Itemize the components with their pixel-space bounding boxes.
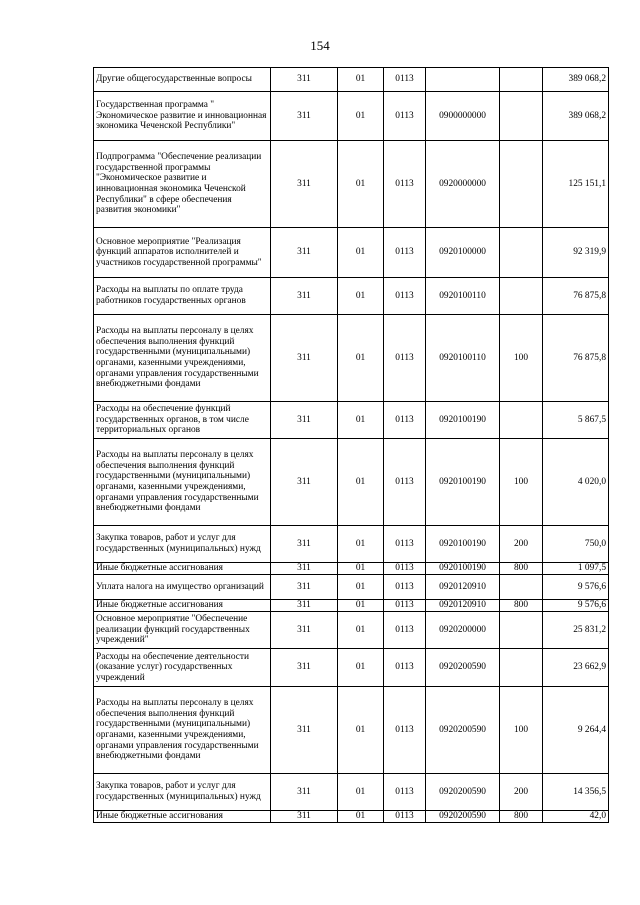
row-cs-cell: 0920000000 (426, 141, 500, 228)
row-rz-cell: 01 (338, 563, 384, 575)
row-vr-cell: 100 (500, 315, 543, 402)
row-cs-cell: 0920100190 (426, 526, 500, 563)
row-sum-cell: 9 576,6 (543, 575, 609, 600)
row-name-cell: Подпрограмма "Обеспечение реализации государственной программы "Экономическое развитие и инновационная экономика Чеченской Республики" в сфере обеспечения развития экономики" (94, 141, 271, 228)
table-row (94, 228, 609, 278)
row-sum-cell: 14 356,5 (543, 774, 609, 811)
row-rz-cell: 01 (338, 439, 384, 526)
row-sum-cell: 9 576,6 (543, 600, 609, 612)
table-row (94, 526, 609, 563)
row-name-cell: Расходы на обеспечение функций государственных органов, в том числе территориальных органов (94, 402, 271, 439)
row-pr-cell: 0113 (384, 575, 426, 600)
row-sum-cell: 92 319,9 (543, 228, 609, 278)
row-vr-cell: 200 (500, 774, 543, 811)
row-name-cell: Уплата налога на имущество организаций (94, 575, 271, 600)
row-rz-cell: 01 (338, 600, 384, 612)
row-gr-cell: 311 (271, 439, 338, 526)
row-pr-cell: 0113 (384, 68, 426, 92)
table-row (94, 92, 609, 141)
row-gr-cell: 311 (271, 228, 338, 278)
row-name-cell: Иные бюджетные ассигнования (94, 563, 271, 575)
row-vr-cell: 800 (500, 600, 543, 612)
row-cs-cell: 0920200590 (426, 774, 500, 811)
row-cs-cell: 0920120910 (426, 575, 500, 600)
row-vr-cell (500, 278, 543, 315)
page-number: 154 (310, 38, 330, 53)
row-gr-cell: 311 (271, 563, 338, 575)
row-cs-cell: 0920120910 (426, 600, 500, 612)
row-vr-cell (500, 92, 543, 141)
row-pr-cell: 0113 (384, 278, 426, 315)
row-cs-cell: 0900000000 (426, 92, 500, 141)
row-gr-cell: 311 (271, 402, 338, 439)
row-vr-cell (500, 141, 543, 228)
table-row (94, 563, 609, 575)
row-pr-cell: 0113 (384, 774, 426, 811)
row-vr-cell (500, 649, 543, 687)
row-name-cell: Иные бюджетные ассигнования (94, 600, 271, 612)
row-pr-cell: 0113 (384, 228, 426, 278)
row-vr-cell (500, 228, 543, 278)
row-sum-cell: 42,0 (543, 811, 609, 823)
row-cs-cell: 0920100190 (426, 402, 500, 439)
row-name-cell: Другие общегосударственные вопросы (94, 68, 271, 92)
row-name-cell: Государственная программа " Экономическое развитие и инновационная экономика Чеченской Республики" (94, 92, 271, 141)
row-pr-cell: 0113 (384, 402, 426, 439)
row-sum-cell: 125 151,1 (543, 141, 609, 228)
table-row (94, 575, 609, 600)
table-row (94, 68, 609, 92)
row-gr-cell: 311 (271, 575, 338, 600)
row-rz-cell: 01 (338, 228, 384, 278)
row-rz-cell: 01 (338, 402, 384, 439)
table-row (94, 774, 609, 811)
row-pr-cell: 0113 (384, 612, 426, 649)
row-name-cell: Закупка товаров, работ и услуг для государственных (муниципальных) нужд (94, 774, 271, 811)
row-rz-cell: 01 (338, 612, 384, 649)
row-pr-cell: 0113 (384, 439, 426, 526)
row-gr-cell: 311 (271, 141, 338, 228)
table-row (94, 141, 609, 228)
row-name-cell: Закупка товаров, работ и услуг для государственных (муниципальных) нужд (94, 526, 271, 563)
table-row (94, 439, 609, 526)
table-row (94, 600, 609, 612)
row-name-cell: Основное мероприятие "Обеспечение реализации функций государственных учреждений" (94, 612, 271, 649)
row-rz-cell: 01 (338, 687, 384, 774)
row-vr-cell (500, 575, 543, 600)
row-sum-cell: 5 867,5 (543, 402, 609, 439)
row-rz-cell: 01 (338, 315, 384, 402)
row-name-cell: Расходы на выплаты по оплате труда работников государственных органов (94, 278, 271, 315)
row-rz-cell: 01 (338, 278, 384, 315)
row-cs-cell: 0920100190 (426, 563, 500, 575)
row-gr-cell: 311 (271, 774, 338, 811)
row-pr-cell: 0113 (384, 649, 426, 687)
row-rz-cell: 01 (338, 575, 384, 600)
row-pr-cell: 0113 (384, 315, 426, 402)
row-rz-cell: 01 (338, 774, 384, 811)
row-vr-cell: 100 (500, 439, 543, 526)
row-gr-cell: 311 (271, 526, 338, 563)
row-rz-cell: 01 (338, 526, 384, 563)
row-pr-cell: 0113 (384, 141, 426, 228)
row-sum-cell: 750,0 (543, 526, 609, 563)
row-gr-cell: 311 (271, 811, 338, 823)
table-row (94, 315, 609, 402)
row-gr-cell: 311 (271, 600, 338, 612)
row-cs-cell: 0920100000 (426, 228, 500, 278)
row-cs-cell: 0920200000 (426, 612, 500, 649)
row-gr-cell: 311 (271, 612, 338, 649)
row-gr-cell: 311 (271, 68, 338, 92)
row-pr-cell: 0113 (384, 563, 426, 575)
row-sum-cell: 76 875,8 (543, 278, 609, 315)
row-name-cell: Основное мероприятие "Реализация функций аппаратов исполнителей и участников государственной программы" (94, 228, 271, 278)
row-cs-cell: 0920100110 (426, 278, 500, 315)
row-name-cell: Расходы на выплаты персоналу в целях обеспечения выполнения функций государственными (муниципальными) органами, казенными учреждениями, органами управления государственными внебюджетными фондами (94, 687, 271, 774)
table-row (94, 649, 609, 687)
row-pr-cell: 0113 (384, 526, 426, 563)
table-row (94, 612, 609, 649)
table-row (94, 402, 609, 439)
row-pr-cell: 0113 (384, 92, 426, 141)
row-rz-cell: 01 (338, 649, 384, 687)
row-cs-cell: 0920200590 (426, 687, 500, 774)
row-sum-cell: 23 662,9 (543, 649, 609, 687)
row-vr-cell (500, 612, 543, 649)
row-sum-cell: 389 068,2 (543, 92, 609, 141)
row-vr-cell: 100 (500, 687, 543, 774)
row-vr-cell (500, 402, 543, 439)
row-gr-cell: 311 (271, 687, 338, 774)
row-rz-cell: 01 (338, 68, 384, 92)
budget-table-body (94, 68, 609, 823)
table-row (94, 278, 609, 315)
row-name-cell: Расходы на выплаты персоналу в целях обеспечения выполнения функций государственными (муниципальными) органами, казенными учреждениями, органами управления государственными внебюджетными фондами (94, 439, 271, 526)
row-name-cell: Расходы на выплаты персоналу в целях обеспечения выполнения функций государственными (муниципальными) органами, казенными учреждениями, органами управления государственными внебюджетными фондами (94, 315, 271, 402)
row-cs-cell: 0920100110 (426, 315, 500, 402)
row-rz-cell: 01 (338, 92, 384, 141)
row-gr-cell: 311 (271, 649, 338, 687)
row-cs-cell: 0920100190 (426, 439, 500, 526)
row-sum-cell: 389 068,2 (543, 68, 609, 92)
row-name-cell: Расходы на обеспечение деятельности (оказание услуг) государственных учреждений (94, 649, 271, 687)
row-rz-cell: 01 (338, 141, 384, 228)
row-vr-cell: 800 (500, 811, 543, 823)
row-rz-cell: 01 (338, 811, 384, 823)
table-row (94, 811, 609, 823)
row-cs-cell: 0920200590 (426, 811, 500, 823)
table-row (94, 687, 609, 774)
row-sum-cell: 1 097,5 (543, 563, 609, 575)
row-vr-cell (500, 68, 543, 92)
row-pr-cell: 0113 (384, 687, 426, 774)
row-cs-cell (426, 68, 500, 92)
row-sum-cell: 76 875,8 (543, 315, 609, 402)
row-gr-cell: 311 (271, 92, 338, 141)
row-pr-cell: 0113 (384, 811, 426, 823)
budget-table (93, 67, 609, 823)
row-cs-cell: 0920200590 (426, 649, 500, 687)
row-gr-cell: 311 (271, 315, 338, 402)
row-vr-cell: 200 (500, 526, 543, 563)
row-gr-cell: 311 (271, 278, 338, 315)
row-sum-cell: 25 831,2 (543, 612, 609, 649)
row-vr-cell: 800 (500, 563, 543, 575)
row-name-cell: Иные бюджетные ассигнования (94, 811, 271, 823)
row-pr-cell: 0113 (384, 600, 426, 612)
row-sum-cell: 9 264,4 (543, 687, 609, 774)
row-sum-cell: 4 020,0 (543, 439, 609, 526)
